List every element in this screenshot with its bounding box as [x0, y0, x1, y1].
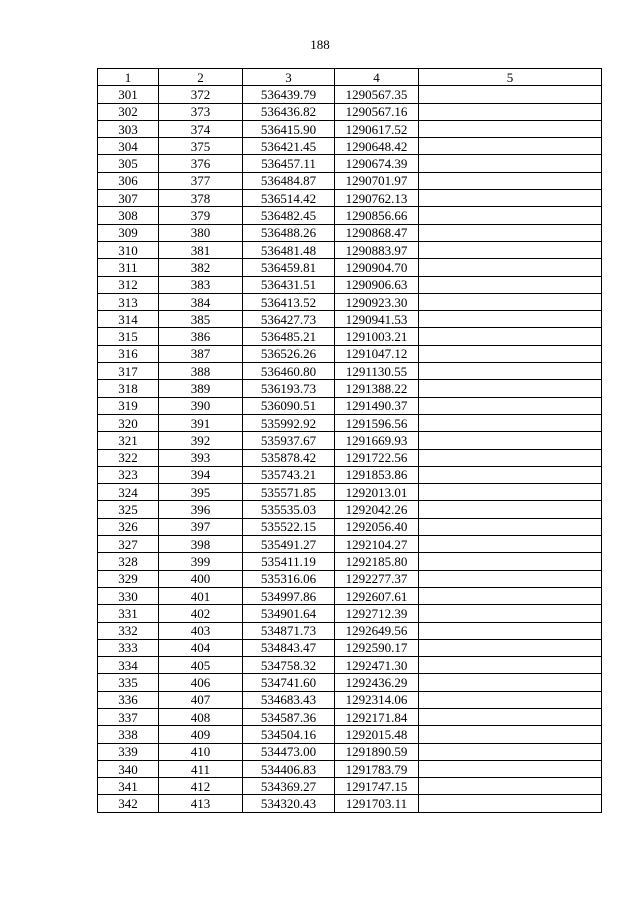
point-number-cell: 332 — [98, 622, 159, 639]
x-coordinate-cell: 536457.11 — [243, 155, 335, 172]
note-cell — [419, 190, 602, 207]
y-coordinate-cell: 1291722.56 — [335, 449, 419, 466]
table-row — [98, 172, 602, 189]
x-coordinate-cell: 535992.92 — [243, 414, 335, 431]
vertex-number-cell: 391 — [159, 414, 243, 431]
x-coordinate-cell: 536193.73 — [243, 380, 335, 397]
point-number-cell: 336 — [98, 691, 159, 708]
vertex-number-cell: 383 — [159, 276, 243, 293]
note-cell — [419, 605, 602, 622]
table-row — [98, 380, 602, 397]
note-cell — [419, 86, 602, 103]
note-cell — [419, 691, 602, 708]
vertex-number-cell: 386 — [159, 328, 243, 345]
table-row — [98, 328, 602, 345]
note-cell — [419, 587, 602, 604]
vertex-number-cell: 392 — [159, 432, 243, 449]
y-coordinate-cell: 1291130.55 — [335, 363, 419, 380]
point-number-cell: 320 — [98, 414, 159, 431]
vertex-number-cell: 382 — [159, 259, 243, 276]
vertex-number-cell: 374 — [159, 120, 243, 137]
note-cell — [419, 363, 602, 380]
x-coordinate-cell: 536460.80 — [243, 363, 335, 380]
x-coordinate-cell: 534997.86 — [243, 587, 335, 604]
header-row — [98, 69, 602, 86]
vertex-number-cell: 379 — [159, 207, 243, 224]
x-coordinate-cell: 534406.83 — [243, 760, 335, 777]
point-number-cell: 317 — [98, 363, 159, 380]
vertex-number-cell: 394 — [159, 466, 243, 483]
vertex-number-cell: 395 — [159, 484, 243, 501]
vertex-number-cell: 412 — [159, 778, 243, 795]
point-number-cell: 335 — [98, 674, 159, 691]
note-cell — [419, 241, 602, 258]
point-number-cell: 307 — [98, 190, 159, 207]
vertex-number-cell: 398 — [159, 536, 243, 553]
x-coordinate-cell: 535535.03 — [243, 501, 335, 518]
point-number-cell: 321 — [98, 432, 159, 449]
note-cell — [419, 501, 602, 518]
x-coordinate-cell: 536431.51 — [243, 276, 335, 293]
y-coordinate-cell: 1290906.63 — [335, 276, 419, 293]
point-number-cell: 339 — [98, 743, 159, 760]
vertex-number-cell: 403 — [159, 622, 243, 639]
column-header-2: 2 — [159, 69, 243, 86]
y-coordinate-cell: 1290567.35 — [335, 86, 419, 103]
table-row — [98, 639, 602, 656]
point-number-cell: 313 — [98, 293, 159, 310]
point-number-cell: 312 — [98, 276, 159, 293]
x-coordinate-cell: 536427.73 — [243, 311, 335, 328]
table-row — [98, 259, 602, 276]
note-cell — [419, 449, 602, 466]
note-cell — [419, 743, 602, 760]
vertex-number-cell: 377 — [159, 172, 243, 189]
point-number-cell: 323 — [98, 466, 159, 483]
x-coordinate-cell: 534504.16 — [243, 726, 335, 743]
x-coordinate-cell: 534683.43 — [243, 691, 335, 708]
point-number-cell: 302 — [98, 103, 159, 120]
x-coordinate-cell: 534758.32 — [243, 657, 335, 674]
table-body — [98, 86, 602, 812]
point-number-cell: 310 — [98, 241, 159, 258]
vertex-number-cell: 400 — [159, 570, 243, 587]
table-row — [98, 155, 602, 172]
y-coordinate-cell: 1290701.97 — [335, 172, 419, 189]
y-coordinate-cell: 1291853.86 — [335, 466, 419, 483]
table-row — [98, 708, 602, 725]
y-coordinate-cell: 1290941.53 — [335, 311, 419, 328]
table-row — [98, 691, 602, 708]
note-cell — [419, 795, 602, 812]
table-row — [98, 345, 602, 362]
vertex-number-cell: 404 — [159, 639, 243, 656]
x-coordinate-cell: 535571.85 — [243, 484, 335, 501]
point-number-cell: 333 — [98, 639, 159, 656]
table-row — [98, 241, 602, 258]
table-row — [98, 743, 602, 760]
point-number-cell: 314 — [98, 311, 159, 328]
note-cell — [419, 622, 602, 639]
point-number-cell: 331 — [98, 605, 159, 622]
x-coordinate-cell: 536459.81 — [243, 259, 335, 276]
y-coordinate-cell: 1291890.59 — [335, 743, 419, 760]
y-coordinate-cell: 1290904.70 — [335, 259, 419, 276]
note-cell — [419, 760, 602, 777]
note-cell — [419, 570, 602, 587]
y-coordinate-cell: 1291669.93 — [335, 432, 419, 449]
table-row — [98, 570, 602, 587]
point-number-cell: 305 — [98, 155, 159, 172]
point-number-cell: 306 — [98, 172, 159, 189]
table-row — [98, 293, 602, 310]
x-coordinate-cell: 536415.90 — [243, 120, 335, 137]
table-row — [98, 311, 602, 328]
vertex-number-cell: 375 — [159, 138, 243, 155]
vertex-number-cell: 401 — [159, 587, 243, 604]
x-coordinate-cell: 535316.06 — [243, 570, 335, 587]
y-coordinate-cell: 1292607.61 — [335, 587, 419, 604]
x-coordinate-cell: 536514.42 — [243, 190, 335, 207]
coordinates-table — [97, 68, 602, 813]
vertex-number-cell: 373 — [159, 103, 243, 120]
point-number-cell: 325 — [98, 501, 159, 518]
table-row — [98, 587, 602, 604]
note-cell — [419, 293, 602, 310]
column-header-4: 4 — [335, 69, 419, 86]
note-cell — [419, 639, 602, 656]
table-row — [98, 760, 602, 777]
point-number-cell: 324 — [98, 484, 159, 501]
note-cell — [419, 120, 602, 137]
x-coordinate-cell: 536090.51 — [243, 397, 335, 414]
table-row — [98, 414, 602, 431]
vertex-number-cell: 380 — [159, 224, 243, 241]
note-cell — [419, 155, 602, 172]
vertex-number-cell: 390 — [159, 397, 243, 414]
x-coordinate-cell: 534741.60 — [243, 674, 335, 691]
column-header-1: 1 — [98, 69, 159, 86]
point-number-cell: 334 — [98, 657, 159, 674]
vertex-number-cell: 396 — [159, 501, 243, 518]
x-coordinate-cell: 535522.15 — [243, 518, 335, 535]
y-coordinate-cell: 1292056.40 — [335, 518, 419, 535]
y-coordinate-cell: 1292314.06 — [335, 691, 419, 708]
note-cell — [419, 311, 602, 328]
x-coordinate-cell: 535878.42 — [243, 449, 335, 466]
point-number-cell: 303 — [98, 120, 159, 137]
table-row — [98, 726, 602, 743]
x-coordinate-cell: 535743.21 — [243, 466, 335, 483]
note-cell — [419, 345, 602, 362]
y-coordinate-cell: 1290648.42 — [335, 138, 419, 155]
note-cell — [419, 207, 602, 224]
x-coordinate-cell: 534901.64 — [243, 605, 335, 622]
x-coordinate-cell: 536413.52 — [243, 293, 335, 310]
table-row — [98, 449, 602, 466]
x-coordinate-cell: 534369.27 — [243, 778, 335, 795]
table-row — [98, 553, 602, 570]
note-cell — [419, 536, 602, 553]
y-coordinate-cell: 1292015.48 — [335, 726, 419, 743]
note-cell — [419, 553, 602, 570]
y-coordinate-cell: 1290883.97 — [335, 241, 419, 258]
table-row — [98, 657, 602, 674]
vertex-number-cell: 402 — [159, 605, 243, 622]
table-row — [98, 363, 602, 380]
table-row — [98, 190, 602, 207]
point-number-cell: 309 — [98, 224, 159, 241]
point-number-cell: 330 — [98, 587, 159, 604]
x-coordinate-cell: 536526.26 — [243, 345, 335, 362]
vertex-number-cell: 393 — [159, 449, 243, 466]
note-cell — [419, 674, 602, 691]
vertex-number-cell: 389 — [159, 380, 243, 397]
y-coordinate-cell: 1292185.80 — [335, 553, 419, 570]
y-coordinate-cell: 1292171.84 — [335, 708, 419, 725]
x-coordinate-cell: 534871.73 — [243, 622, 335, 639]
point-number-cell: 337 — [98, 708, 159, 725]
vertex-number-cell: 397 — [159, 518, 243, 535]
x-coordinate-cell: 535411.19 — [243, 553, 335, 570]
note-cell — [419, 397, 602, 414]
vertex-number-cell: 409 — [159, 726, 243, 743]
note-cell — [419, 518, 602, 535]
y-coordinate-cell: 1291388.22 — [335, 380, 419, 397]
point-number-cell: 327 — [98, 536, 159, 553]
table-row — [98, 120, 602, 137]
table-row — [98, 276, 602, 293]
point-number-cell: 328 — [98, 553, 159, 570]
x-coordinate-cell: 536436.82 — [243, 103, 335, 120]
y-coordinate-cell: 1292042.26 — [335, 501, 419, 518]
x-coordinate-cell: 536484.87 — [243, 172, 335, 189]
point-number-cell: 329 — [98, 570, 159, 587]
y-coordinate-cell: 1291003.21 — [335, 328, 419, 345]
vertex-number-cell: 372 — [159, 86, 243, 103]
point-number-cell: 326 — [98, 518, 159, 535]
note-cell — [419, 380, 602, 397]
y-coordinate-cell: 1291047.12 — [335, 345, 419, 362]
note-cell — [419, 259, 602, 276]
y-coordinate-cell: 1292590.17 — [335, 639, 419, 656]
table-header — [98, 69, 602, 86]
point-number-cell: 319 — [98, 397, 159, 414]
vertex-number-cell: 406 — [159, 674, 243, 691]
vertex-number-cell: 410 — [159, 743, 243, 760]
x-coordinate-cell: 536481.48 — [243, 241, 335, 258]
note-cell — [419, 432, 602, 449]
y-coordinate-cell: 1290762.13 — [335, 190, 419, 207]
y-coordinate-cell: 1290567.16 — [335, 103, 419, 120]
vertex-number-cell: 413 — [159, 795, 243, 812]
point-number-cell: 322 — [98, 449, 159, 466]
note-cell — [419, 708, 602, 725]
x-coordinate-cell: 535937.67 — [243, 432, 335, 449]
vertex-number-cell: 378 — [159, 190, 243, 207]
vertex-number-cell: 408 — [159, 708, 243, 725]
table-row — [98, 86, 602, 103]
vertex-number-cell: 385 — [159, 311, 243, 328]
point-number-cell: 340 — [98, 760, 159, 777]
x-coordinate-cell: 536482.45 — [243, 207, 335, 224]
note-cell — [419, 414, 602, 431]
note-cell — [419, 103, 602, 120]
y-coordinate-cell: 1292104.27 — [335, 536, 419, 553]
table-row — [98, 674, 602, 691]
table-row — [98, 484, 602, 501]
x-coordinate-cell: 535491.27 — [243, 536, 335, 553]
table-row — [98, 536, 602, 553]
y-coordinate-cell: 1292277.37 — [335, 570, 419, 587]
vertex-number-cell: 411 — [159, 760, 243, 777]
y-coordinate-cell: 1290856.66 — [335, 207, 419, 224]
y-coordinate-cell: 1291703.11 — [335, 795, 419, 812]
note-cell — [419, 726, 602, 743]
point-number-cell: 311 — [98, 259, 159, 276]
table-row — [98, 432, 602, 449]
y-coordinate-cell: 1291747.15 — [335, 778, 419, 795]
point-number-cell: 318 — [98, 380, 159, 397]
point-number-cell: 342 — [98, 795, 159, 812]
point-number-cell: 315 — [98, 328, 159, 345]
x-coordinate-cell: 534473.00 — [243, 743, 335, 760]
point-number-cell: 316 — [98, 345, 159, 362]
point-number-cell: 304 — [98, 138, 159, 155]
vertex-number-cell: 387 — [159, 345, 243, 362]
table-row — [98, 778, 602, 795]
note-cell — [419, 224, 602, 241]
y-coordinate-cell: 1292436.29 — [335, 674, 419, 691]
table-row — [98, 501, 602, 518]
note-cell — [419, 328, 602, 345]
note-cell — [419, 778, 602, 795]
y-coordinate-cell: 1290923.30 — [335, 293, 419, 310]
y-coordinate-cell: 1291596.56 — [335, 414, 419, 431]
table-row — [98, 466, 602, 483]
point-number-cell: 338 — [98, 726, 159, 743]
table-row — [98, 605, 602, 622]
y-coordinate-cell: 1292649.56 — [335, 622, 419, 639]
y-coordinate-cell: 1290617.52 — [335, 120, 419, 137]
table-row — [98, 103, 602, 120]
y-coordinate-cell: 1290868.47 — [335, 224, 419, 241]
note-cell — [419, 484, 602, 501]
note-cell — [419, 657, 602, 674]
y-coordinate-cell: 1291490.37 — [335, 397, 419, 414]
vertex-number-cell: 407 — [159, 691, 243, 708]
y-coordinate-cell: 1292013.01 — [335, 484, 419, 501]
table-row — [98, 207, 602, 224]
x-coordinate-cell: 536421.45 — [243, 138, 335, 155]
vertex-number-cell: 405 — [159, 657, 243, 674]
x-coordinate-cell: 534587.36 — [243, 708, 335, 725]
x-coordinate-cell: 534843.47 — [243, 639, 335, 656]
table-row — [98, 518, 602, 535]
column-header-3: 3 — [243, 69, 335, 86]
y-coordinate-cell: 1292712.39 — [335, 605, 419, 622]
table-row — [98, 622, 602, 639]
vertex-number-cell: 388 — [159, 363, 243, 380]
point-number-cell: 341 — [98, 778, 159, 795]
vertex-number-cell: 399 — [159, 553, 243, 570]
table-row — [98, 138, 602, 155]
x-coordinate-cell: 536485.21 — [243, 328, 335, 345]
vertex-number-cell: 381 — [159, 241, 243, 258]
table-row — [98, 397, 602, 414]
vertex-number-cell: 384 — [159, 293, 243, 310]
table-row — [98, 224, 602, 241]
column-header-5: 5 — [419, 69, 602, 86]
table-row — [98, 795, 602, 812]
y-coordinate-cell: 1292471.30 — [335, 657, 419, 674]
point-number-cell: 301 — [98, 86, 159, 103]
point-number-cell: 308 — [98, 207, 159, 224]
note-cell — [419, 138, 602, 155]
vertex-number-cell: 376 — [159, 155, 243, 172]
note-cell — [419, 172, 602, 189]
x-coordinate-cell: 536488.26 — [243, 224, 335, 241]
x-coordinate-cell: 534320.43 — [243, 795, 335, 812]
y-coordinate-cell: 1291783.79 — [335, 760, 419, 777]
note-cell — [419, 466, 602, 483]
note-cell — [419, 276, 602, 293]
page-number: 188 — [310, 37, 330, 52]
x-coordinate-cell: 536439.79 — [243, 86, 335, 103]
y-coordinate-cell: 1290674.39 — [335, 155, 419, 172]
